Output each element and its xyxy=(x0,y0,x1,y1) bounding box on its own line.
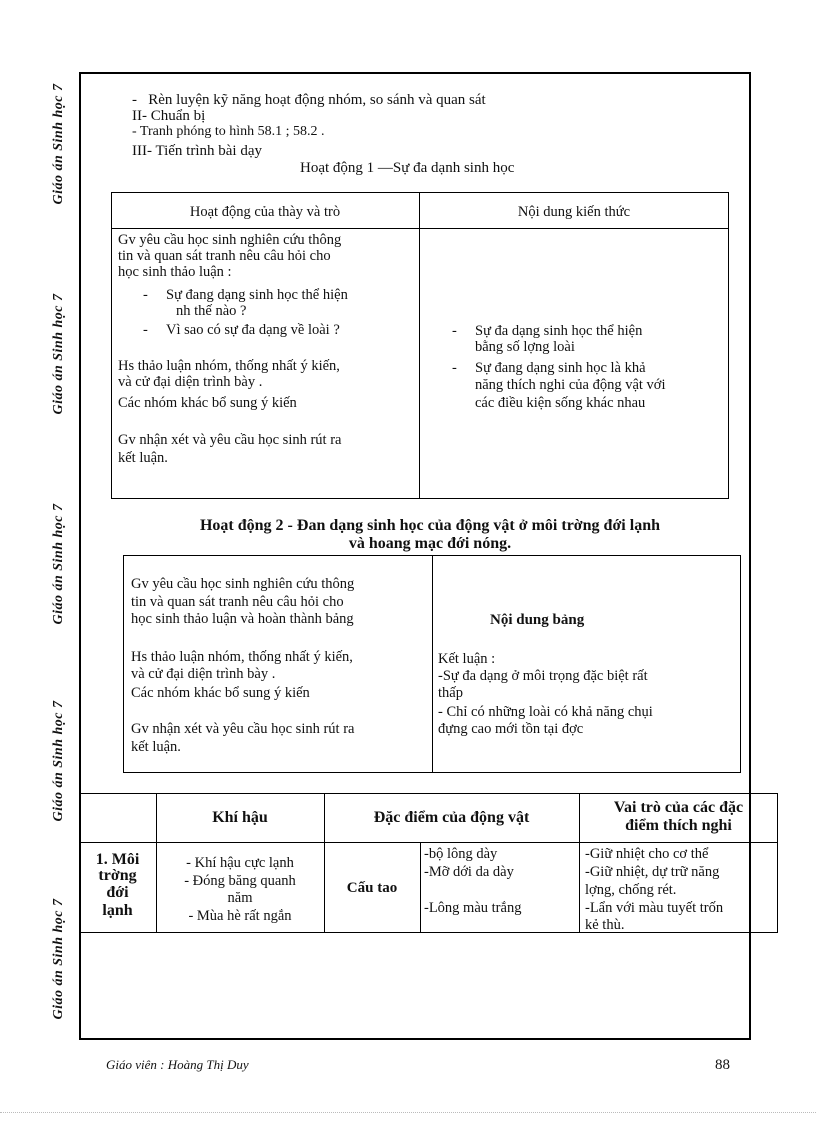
t3-role-text: -Giữ nhiệt cho cơ thể xyxy=(585,846,709,862)
t2-right-text: -Sự đa dạng ở môi trọng đặc biệt rất xyxy=(438,668,648,684)
t2-left-text: Gv yêu cầu học sinh nghiên cứu thông xyxy=(131,576,355,592)
t1-right-text: năng thích nghi của động vật với xyxy=(475,377,666,393)
t3-row-label: trờng xyxy=(98,867,137,884)
t2-right-heading: Nội dung bảng xyxy=(490,612,585,628)
t3-row-label: đới xyxy=(106,884,129,901)
t3-header-climate: Khí hậu xyxy=(212,809,268,826)
activity1-title: Hoạt động 1 —Sự đa dạnh sinh học xyxy=(300,160,515,176)
t2-left-text: kết luận. xyxy=(131,739,181,755)
prep-text: - Tranh phóng to hình 58.1 ; 58.2 . xyxy=(132,124,325,139)
t3-feature-text: -bộ lông dày xyxy=(424,846,498,862)
t3-header-roles: điểm thích nghi xyxy=(625,817,732,834)
t1-right-text: các điều kiện sống khác nhau xyxy=(475,395,646,411)
side-label: Giáo án Sinh học 7 xyxy=(51,293,66,415)
t1-right-text: bằng số lợng loài xyxy=(475,339,575,355)
section-process-heading: III- Tiến trình bài dạy xyxy=(132,143,262,159)
t1-left-text: học sinh thảo luận : xyxy=(118,264,232,280)
intro-bullet: - Rèn luyện kỹ năng hoạt động nhóm, so sánh và quan sát xyxy=(132,92,486,108)
t2-right-text: đựng cao mới tồn tại đợc xyxy=(438,721,584,737)
bottom-divider xyxy=(0,1112,816,1113)
table1-header-left: Hoạt động của thày và trò xyxy=(189,204,341,220)
t1-left-text: và cử đại diện trình bày . xyxy=(118,374,263,390)
t3-role-text: lợng, chống rét. xyxy=(585,882,677,898)
t1-left-text: Gv nhận xét và yêu cầu học sinh rút ra xyxy=(118,432,342,448)
t2-left-text: học sinh thảo luận và hoàn thành bảng xyxy=(131,611,354,627)
side-label: Giáo án Sinh học 7 xyxy=(51,898,66,1020)
t3-header-roles: Vai trò của các đặc xyxy=(613,799,744,816)
t1-right-text: Sự đa dạng sinh học thể hiện xyxy=(475,323,643,339)
t1-dash: - xyxy=(143,322,148,338)
t1-left-text: tin và quan sát tranh nêu câu hỏi cho xyxy=(118,248,331,264)
t3-role-text: -Lẩn với màu tuyết trốn xyxy=(585,900,724,916)
t3-feature-type: Cấu tao xyxy=(346,880,398,896)
t2-right-text: Kết luận : xyxy=(438,651,496,667)
t3-climate-text: năm xyxy=(227,890,253,906)
t3-feature-text: -Lông màu trắng xyxy=(424,900,522,916)
t2-right-text: thấp xyxy=(438,685,463,701)
teacher-name: Giáo viên : Hoàng Thị Duy xyxy=(106,1057,249,1072)
activity2-title: và hoang mạc đới nóng. xyxy=(348,535,512,552)
t3-row-label: 1. Môi xyxy=(95,851,140,868)
t1-left-text: Hs thảo luận nhóm, thống nhất ý kiến, xyxy=(118,358,340,374)
t2-left-text: và cử đại diện trình bày . xyxy=(131,666,276,682)
t3-role-text: -Giữ nhiệt, dự trữ năng xyxy=(585,864,720,880)
activity2-title: Hoạt động 2 - Đan dạng sinh học của động vật ở môi trờng đới lạnh xyxy=(199,517,660,534)
t3-row-label: lạnh xyxy=(102,902,133,919)
t3-climate-text: - Khí hậu cực lạnh xyxy=(186,855,294,871)
t2-left-text: Các nhóm khác bổ sung ý kiến xyxy=(131,685,310,701)
side-label: Giáo án Sinh học 7 xyxy=(51,503,66,625)
t2-right-text: - Chỉ có những loài có khả năng chụi xyxy=(438,704,653,720)
t1-right-text: Sự đang dạng sinh học là khả xyxy=(475,360,646,376)
t3-header-features: Đặc điểm của động vật xyxy=(373,809,530,826)
side-label: Giáo án Sinh học 7 xyxy=(51,700,66,822)
t3-climate-text: - Đóng băng quanh xyxy=(184,873,296,889)
t1-question: Vì sao có sự đa dạng về loài ? xyxy=(166,322,340,338)
t1-left-text: Gv yêu cầu học sinh nghiên cứu thông xyxy=(118,232,342,248)
t2-left-text: tin và quan sát tranh nêu câu hỏi cho xyxy=(131,594,344,610)
t1-left-text: Các nhóm khác bổ sung ý kiến xyxy=(118,395,297,411)
table1-header-right: Nội dung kiến thức xyxy=(517,204,631,220)
page-number: 88 xyxy=(715,1057,730,1073)
side-label: Giáo án Sinh học 7 xyxy=(51,83,66,205)
t1-dash: - xyxy=(452,323,457,339)
section-prep-heading: II- Chuẩn bị xyxy=(132,108,206,124)
t1-question: nh thế nào ? xyxy=(176,303,247,319)
t3-role-text: kẻ thù. xyxy=(585,917,625,933)
t2-left-text: Hs thảo luận nhóm, thống nhất ý kiến, xyxy=(131,649,353,665)
t3-feature-text: -Mỡ dới da dày xyxy=(424,864,514,880)
t2-left-text: Gv nhận xét và yêu cầu học sinh rút ra xyxy=(131,721,355,737)
t3-climate-text: - Mùa hè rất ngắn xyxy=(188,908,292,924)
t1-question: Sự đang dạng sinh học thể hiện xyxy=(166,287,348,303)
t1-left-text: kết luận. xyxy=(118,450,168,466)
t1-dash: - xyxy=(143,287,148,303)
t1-dash: - xyxy=(452,360,457,376)
